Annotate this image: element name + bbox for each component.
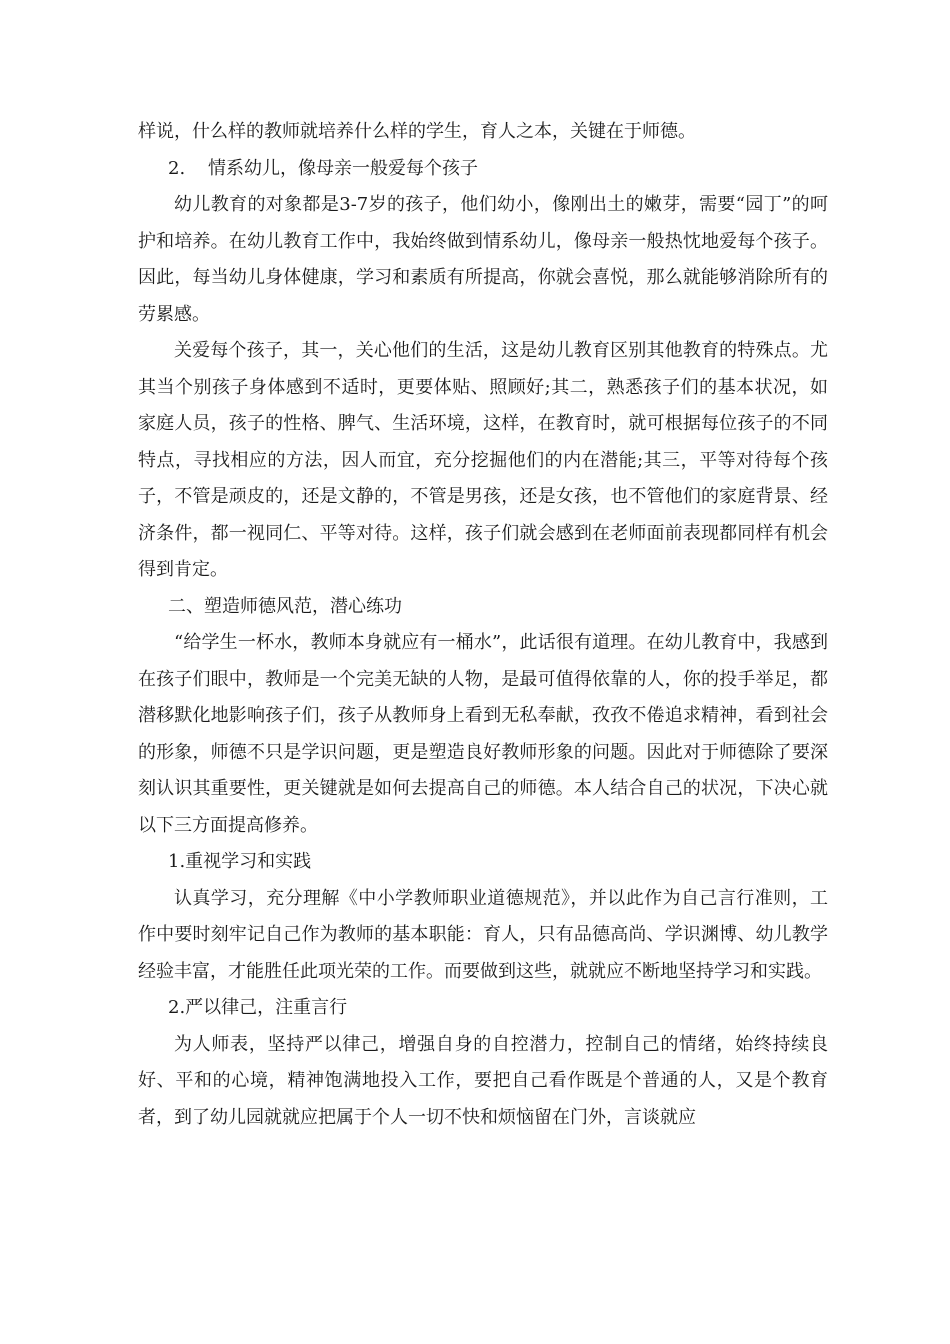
section-heading-two: 二、塑造师德风范，潜心练功	[168, 595, 402, 617]
subheading-study-practice: 1.重视学习和实践	[168, 851, 312, 872]
paragraph-care-each-child: 关爱每个孩子，其一，关心他们的生活，这是幼儿教育区别其他教育的特殊点。尤其当个别孩子身体感到不适时，更要体贴、照顾好;其二，熟悉孩子们的基本状况，如家庭人员，孩子的性格、脾气、生活环境，这样，在教育时，就可根据每位孩子的不同特点，寻找相应的方法，因人而宜，充分挖掘他们的内在潜能;其三，平等对待每个孩子，不管是顽皮的，还是文静的，不管是男孩，还是女孩，也不管他们的家庭背景、经济条件，都一视同仁、平等对待。这样，孩子们就会感到在老师面前表现都同样有机会得到肯定。	[138, 340, 828, 580]
paragraph-continuation: 样说，什么样的教师就培养什么样的学生，育人之本，关键在于师德。	[138, 121, 696, 142]
paragraph-love-children: 幼儿教育的对象都是3-7岁的孩子，他们幼小，像刚出土的嫩芽，需要“园丁”的呵护和培养。在幼儿教育工作中，我始终做到情系幼儿，像母亲一般热忱地爱每个孩子。因此，每当幼儿身体健康，学习和素质有所提高，你就会喜悦，那么就能够消除所有的劳累感。	[138, 194, 828, 325]
document-page	[138, 114, 828, 1136]
section-heading-2: 2. 情系幼儿，像母亲一般爱每个孩子	[168, 157, 479, 179]
subheading-self-discipline: 2.严以律己，注重言行	[168, 997, 348, 1018]
paragraph-self-discipline: 为人师表，坚持严以律己，增强自身的自控潜力，控制自己的情绪，始终持续良好、平和的心境，精神饱满地投入工作，要把自己看作既是个普通的人，又是个教育者，到了幼儿园就就应把属于个人一切不快和烦恼留在门外，言谈就应	[138, 1033, 828, 1128]
paragraph-study-practice: 认真学习，充分理解《中小学教师职业道德规范》，并以此作为自己言行准则，工作中要时刻牢记自己作为教师的基本职能：育人，只有品德高尚、学识渊博、幼儿教学经验丰富，才能胜任此项光荣的工作。而要做到这些，就就应不断地坚持学习和实践。	[138, 887, 828, 982]
paragraph-teacher-ethics: “给学生一杯水，教师本身就应有一桶水”，此话很有道理。在幼儿教育中，我感到在孩子们眼中，教师是一个完美无缺的人物，是最可值得依靠的人，你的投手举足，都潜移默化地影响孩子们，孩子从教师身上看到无私奉献，孜孜不倦追求精神，看到社会的形象，师德不只是学识问题，更是塑造良好教师形象的问题。因此对于师德除了要深刻认识其重要性，更关键就是如何去提高自己的师德。本人结合自己的状况，下决心就以下三方面提高修养。	[138, 632, 828, 836]
